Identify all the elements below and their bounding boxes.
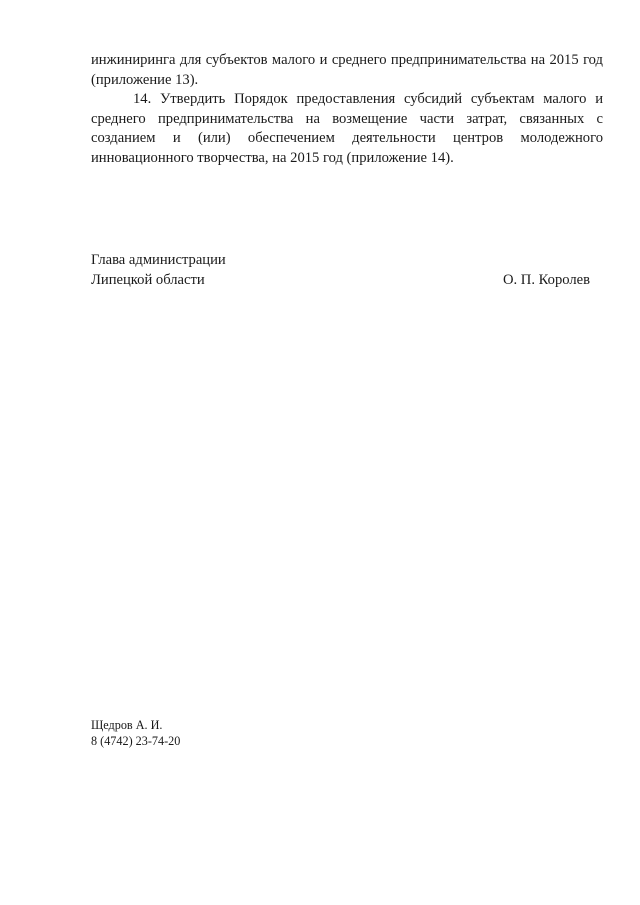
executor-footer (91, 718, 180, 749)
signature-position-line1: Глава администрации (91, 252, 226, 268)
executor-phone: 8 (4742) 23-74-20 (91, 733, 181, 748)
signatory-name: О. П. Королев (502, 271, 590, 288)
signature-block (91, 251, 590, 290)
executor-name: Щедров А. И. (91, 718, 163, 732)
paragraph-continuation: инжиниринга для субъектов малого и среднего предпринимательства на 2015 год (приложение 13). (91, 52, 603, 88)
signature-position-line2: Липецкой области (91, 271, 205, 288)
paragraph-14: 14. Утвердить Порядок предоставления субсидий субъектам малого и среднего предпринимательства на возмещение части затрат, связанных с созданием и (или) обеспечением деятельности центров молодежного инновационного творчества, на 2015 год (приложение 14). (91, 91, 603, 166)
signature-row (91, 271, 590, 291)
